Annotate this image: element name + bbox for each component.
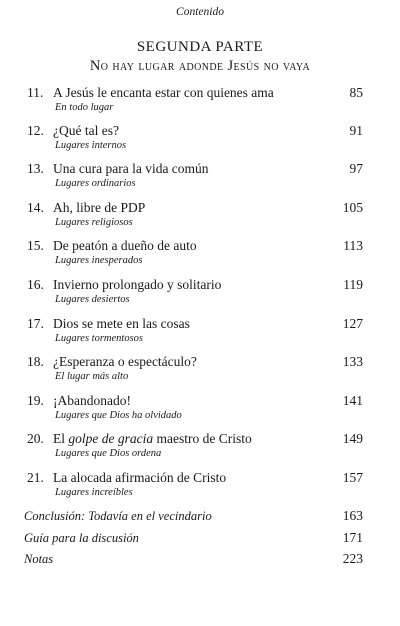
part-title: SEGUNDA PARTE bbox=[136, 39, 264, 55]
chapter-subtitle: Lugares ordinarios bbox=[55, 178, 136, 189]
page-number: 85 bbox=[349, 85, 363, 100]
page-number: 171 bbox=[342, 530, 363, 545]
chapter-number: 14. bbox=[27, 200, 44, 215]
toc-entry bbox=[27, 161, 363, 190]
toc-entry bbox=[24, 508, 363, 524]
chapter-number: 18. bbox=[27, 354, 44, 369]
page-number: 149 bbox=[342, 431, 363, 446]
toc-entry bbox=[27, 200, 363, 229]
toc-entry bbox=[27, 470, 363, 499]
chapter-number: 11. bbox=[27, 85, 44, 100]
page-number: 223 bbox=[342, 551, 363, 566]
part-subtitle: No hay lugar adonde Jesús no vaya bbox=[89, 58, 311, 74]
toc-entry bbox=[27, 123, 363, 152]
chapter-number: 13. bbox=[27, 161, 44, 176]
chapter-title: ¿Qué tal es? bbox=[53, 123, 119, 138]
page-number: 91 bbox=[349, 123, 363, 138]
toc-entry bbox=[27, 354, 363, 383]
page-number: 127 bbox=[342, 316, 363, 331]
chapter-title: ¿Esperanza o espectáculo? bbox=[53, 354, 197, 369]
page-number: 119 bbox=[343, 277, 363, 292]
toc-entry bbox=[27, 238, 363, 267]
toc-entry bbox=[27, 277, 363, 306]
chapter-subtitle: Lugares religiosos bbox=[55, 217, 133, 228]
page-number: 113 bbox=[343, 238, 363, 253]
back-matter-title: Notas bbox=[24, 552, 54, 566]
chapter-title: El golpe de gracia maestro de Cristo bbox=[53, 431, 252, 446]
chapter-subtitle: Lugares tormentosos bbox=[55, 333, 143, 344]
chapter-number: 12. bbox=[27, 123, 44, 138]
chapter-subtitle: Lugares desiertos bbox=[55, 294, 130, 305]
chapter-title: Ah, libre de PDP bbox=[53, 200, 146, 215]
chapter-number: 16. bbox=[27, 277, 44, 292]
toc-entry bbox=[24, 530, 363, 546]
chapter-subtitle: Lugares increíbles bbox=[55, 487, 133, 498]
chapter-title: De peatón a dueño de auto bbox=[53, 238, 197, 253]
chapter-title: ¡Abandonado! bbox=[53, 393, 131, 408]
chapter-subtitle: En todo lugar bbox=[55, 102, 114, 113]
running-head: Contenido bbox=[176, 6, 224, 18]
chapter-title: Una cura para la vida común bbox=[53, 161, 209, 176]
chapter-title: A Jesús le encanta estar con quienes ama bbox=[53, 85, 274, 100]
chapter-subtitle: Lugares que Dios ordena bbox=[55, 448, 162, 459]
chapter-title: Dios se mete en las cosas bbox=[53, 316, 190, 331]
back-matter-title: Guía para la discusión bbox=[24, 531, 139, 545]
toc-entry bbox=[24, 551, 363, 567]
toc-entry bbox=[27, 393, 363, 422]
chapter-subtitle: Lugares inesperados bbox=[55, 255, 143, 266]
page-number: 163 bbox=[342, 508, 363, 523]
chapter-number: 17. bbox=[27, 316, 44, 331]
chapter-number: 21. bbox=[27, 470, 44, 485]
page-number: 133 bbox=[342, 354, 363, 369]
chapter-number: 15. bbox=[27, 238, 44, 253]
page-number: 157 bbox=[342, 470, 363, 485]
page-number: 105 bbox=[342, 200, 363, 215]
chapter-title: La alocada afirmación de Cristo bbox=[53, 470, 227, 485]
back-matter-title: Conclusión: Todavía en el vecindario bbox=[24, 509, 212, 523]
toc-entry bbox=[27, 85, 363, 114]
toc-entry bbox=[27, 431, 363, 460]
chapter-number: 19. bbox=[27, 393, 44, 408]
chapter-subtitle: Lugares que Dios ha olvidado bbox=[55, 410, 182, 421]
toc-entry bbox=[27, 316, 363, 345]
page-number: 97 bbox=[349, 161, 363, 176]
page-number: 141 bbox=[342, 393, 363, 408]
chapter-number: 20. bbox=[27, 431, 44, 446]
chapter-subtitle: El lugar más alto bbox=[55, 371, 129, 382]
chapter-subtitle: Lugares internos bbox=[55, 140, 127, 151]
chapter-title: Invierno prolongado y solitario bbox=[53, 277, 222, 292]
